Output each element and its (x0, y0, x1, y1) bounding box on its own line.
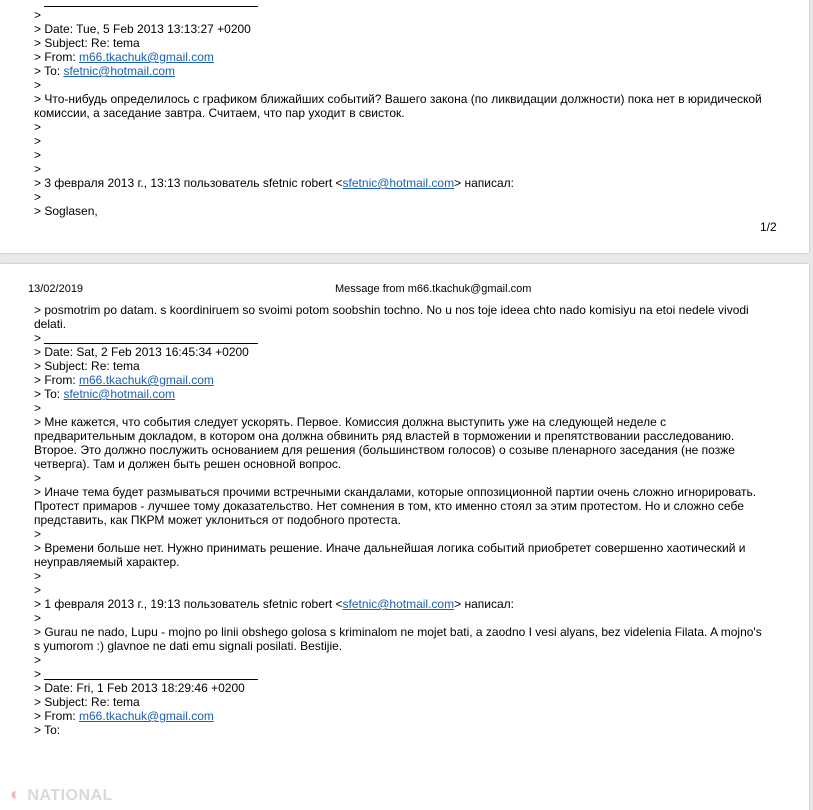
print-header-date: 13/02/2019 (28, 283, 84, 295)
email-line (34, 50, 214, 64)
text-segment: > написал: (454, 176, 514, 190)
email-line: > Иначе тема будет размываться прочими встречными скандалами, которые оппозиционной партии очень сложно игнорировать. (34, 485, 757, 499)
quote-separator-line (44, 6, 258, 7)
text-segment: > 3 февраля 2013 г., 13:13 пользователь sfetnic robert < (34, 176, 343, 190)
email-line: > (34, 583, 42, 597)
text-segment: > From: (34, 709, 80, 723)
email-line: s yumorom :) glavnoe ne dati emu signali posilati. Bestijie. (34, 639, 343, 653)
email-line: > Что-нибудь определилось с графиком ближайших событий? Вашего закона (по ликвидации должности) пока нет в юридической (34, 92, 762, 106)
text-segment: > To: (34, 387, 64, 401)
email-line: четверга). Там и должен быть решен основной вопрос. (34, 457, 342, 471)
email-line: > (34, 162, 42, 176)
text-segment: > From: (34, 373, 80, 387)
email-link[interactable]: sfetnic@hotmail.com (63, 64, 176, 78)
email-line: Протест примаров - лучшее тому доказательство. Нет сомнения в том, кто именно стоял за этим протестом. Но и сложно себе (34, 499, 744, 513)
email-line: > (34, 331, 42, 345)
text-segment: > To: (34, 64, 64, 78)
email-line: delati. (34, 317, 67, 331)
email-link[interactable]: sfetnic@hotmail.com (63, 387, 176, 401)
email-line: > (34, 190, 42, 204)
email-line (34, 709, 214, 723)
email-line: > Subject: Re: tema (34, 359, 140, 373)
email-line: > Subject: Re: tema (34, 36, 140, 50)
email-line: > Date: Tue, 5 Feb 2013 13:13:27 +0200 (34, 22, 251, 36)
text-segment: > написал: (454, 597, 514, 611)
email-line: > (34, 527, 42, 541)
email-line: > (34, 401, 42, 415)
page-number: 1/2 (760, 220, 777, 234)
email-line (34, 373, 214, 387)
email-line: > Gurau ne nado, Lupu - mojno po linii obshego golosa s kriminalom ne mojet bati, a zaodno I vesi alyans, bez videlenia Filata. A mojno's (34, 625, 762, 639)
email-line: > Времени больше нет. Нужно принимать решение. Иначе дальнейшая логика событий приобретет совершенно хаотический и (34, 541, 746, 555)
email-line: представить, как ПКРМ может уклониться от подобного протеста. (34, 513, 401, 527)
email-line: > Date: Fri, 1 Feb 2013 18:29:46 +0200 (34, 681, 245, 695)
text-segment: > 1 февраля 2013 г., 19:13 пользователь sfetnic robert < (34, 597, 343, 611)
email-line: > Soglasen, (34, 204, 98, 218)
email-line: > (34, 611, 42, 625)
email-link[interactable]: m66.tkachuk@gmail.com (79, 50, 214, 64)
email-line: > (34, 653, 42, 667)
email-line: комиссии, а заседание завтра. Считаем, что пар уходит в свисток. (34, 106, 405, 120)
email-line: > (34, 8, 42, 22)
email-line: > posmotrim po datam. s koordiniruem so svoimi potom soobshin tochno. No u nos toje ideea chto nado komisiyu na etoi nedele vivodi (34, 303, 749, 317)
text-segment: > From: (34, 50, 80, 64)
email-line: > (34, 667, 42, 681)
email-link[interactable]: sfetnic@hotmail.com (342, 597, 455, 611)
email-line: > (34, 569, 42, 583)
email-line (34, 597, 514, 611)
quote-separator-line (44, 679, 258, 680)
email-line (34, 64, 175, 78)
email-line: > To: (34, 723, 61, 737)
email-link[interactable]: m66.tkachuk@gmail.com (79, 709, 214, 723)
email-line: неуправляемый характер. (34, 555, 180, 569)
email-line: > (34, 148, 42, 162)
email-line: > Subject: Re: tema (34, 695, 140, 709)
email-line: > (34, 471, 42, 485)
email-line: > Date: Sat, 2 Feb 2013 16:45:34 +0200 (34, 345, 249, 359)
quote-separator-line (44, 343, 258, 344)
email-line: > Мне кажется, что события следует ускорять. Первое. Комиссия должна выступить уже на следующей неделе с (34, 415, 667, 429)
email-line (34, 387, 175, 401)
logo-mark-icon: ◐ (10, 784, 22, 804)
email-link[interactable]: m66.tkachuk@gmail.com (79, 373, 214, 387)
email-line: предварительным докладом, в котором она должна обвинить ряд властей в торможении и препятствовании расследованию. (34, 429, 735, 443)
email-line: > (34, 120, 42, 134)
watermark-logo: ◐ NATIONAL (10, 784, 113, 804)
email-line: > (34, 134, 42, 148)
email-link[interactable]: sfetnic@hotmail.com (342, 176, 455, 190)
email-line: Второе. Это должно послужить основанием для решения (большинством голосов) о созыве пленарного заседания (не позже (34, 443, 735, 457)
email-line: > (34, 78, 42, 92)
print-header-title: Message from m66.tkachuk@gmail.com (335, 283, 532, 295)
email-line (34, 176, 514, 190)
